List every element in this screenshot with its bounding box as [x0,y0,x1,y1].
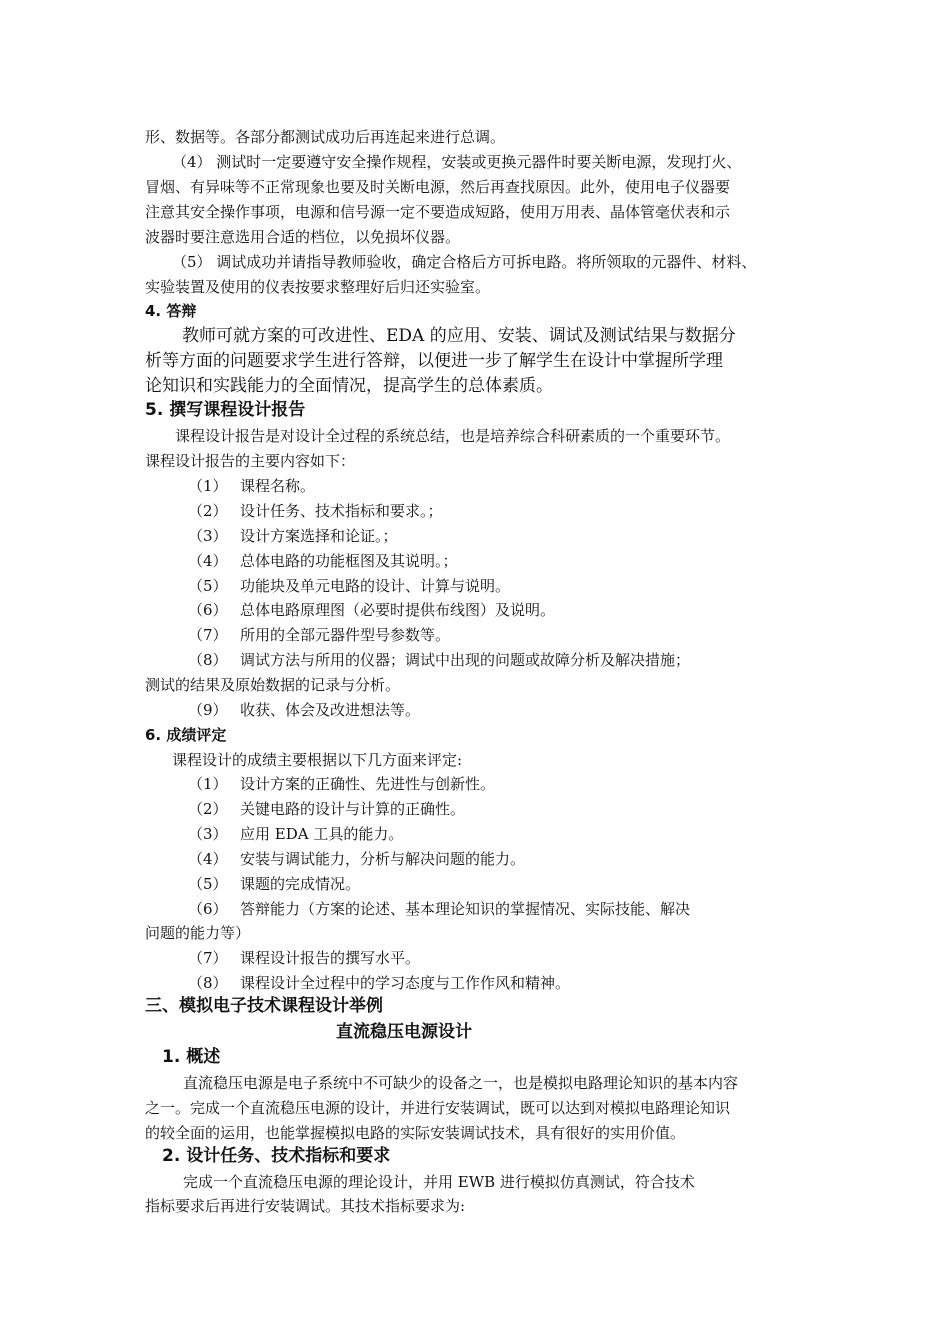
text-line: 注意其安全操作事项，电源和信号源一定不要造成短路，使用万用表、晶体管毫伏表和示 [145,203,731,221]
list-item: （8） 课程设计全过程中的学习态度与工作作风和精神。 [188,974,571,992]
paragraph-line: 直流稳压电源是电子系统中不可缺少的设备之一，也是模拟电路理论知识的基本内容 [183,1074,739,1092]
list-item: （6） 总体电路原理图（必要时提供布线图）及说明。 [188,601,556,619]
paragraph-line: 的较全面的运用，也能掌握模拟电路的实际安装调试技术，具有很好的实用价值。 [145,1124,686,1142]
paragraph-line: 论知识和实践能力的全面情况，提高学生的总体素质。 [145,376,553,396]
paragraph-line: 之一。完成一个直流稳压电源的设计，并进行安装调试，既可以达到对模拟电路理论知识 [145,1099,731,1117]
section-heading: 5. 撰写课程设计报告 [145,400,306,420]
list-item: （2） 关键电路的设计与计算的正确性。 [188,800,466,818]
text-line: 课程设计报告的主要内容如下： [145,452,356,470]
text-line: 冒烟、有异味等不正常现象也要及时关断电源，然后再查找原因。此外，使用电子仪器要 [145,178,731,196]
paragraph-line: 教师可就方案的可改进性、EDA 的应用、安装、调试及测试结果与数据分 [182,326,736,346]
list-item: （7） 所用的全部元器件型号参数等。 [188,626,451,644]
text-line: 波器时要注意选用合适的档位，以免损坏仪器。 [145,228,461,246]
list-item: （3） 设计方案选择和论证。； [188,527,398,545]
text-line: （5） 调试成功并请指导教师验收，确定合格后方可拆电路。将所领取的元器件、材料、 [172,253,757,271]
list-item: （5） 功能块及单元电路的设计、计算与说明。 [188,577,511,595]
document-title: 直流稳压电源设计 [336,1022,472,1042]
list-item: （1） 设计方案的正确性、先进性与创新性。 [188,775,496,793]
list-item: （4） 安装与调试能力，分析与解决问题的能力。 [188,850,526,868]
text-line: 课程设计的成绩主要根据以下几方面来评定: [172,751,463,769]
section-heading: 6. 成绩评定 [145,726,227,744]
list-item: （9） 收获、体会及改进想法等。 [188,701,421,719]
list-item: （1） 课程名称。 [188,477,316,495]
list-item: （3） 应用 EDA 工具的能力。 [188,825,404,843]
list-item: （2） 设计任务、技术指标和要求。； [188,502,443,520]
list-item: （8） 调试方法与所用的仪器；调试中出现的问题或故障分析及解决措施； [188,651,691,669]
list-item: （4） 总体电路的功能框图及其说明。； [188,552,458,570]
list-item: （5） 课题的完成情况。 [188,875,361,893]
text-line: （4） 测试时一定要遵守安全操作规程，安装或更换元器件时要关断电源，发现打火、 [172,153,742,171]
chapter-heading: 三、模拟电子技术课程设计举例 [145,996,383,1016]
paragraph-line: 指标要求后再进行安装调试。其技术指标要求为: [145,1197,466,1215]
list-item-continuation: 问题的能力等） [145,924,251,942]
subsection-heading: 1. 概述 [162,1047,221,1067]
subsection-heading: 2. 设计任务、技术指标和要求 [162,1146,391,1166]
text-line: 形、数据等。各部分都测试成功后再连起来进行总调。 [145,128,506,146]
list-item: （7） 课程设计报告的撰写水平。 [188,949,421,967]
section-heading: 4. 答辩 [145,302,197,320]
list-item-continuation: 测试的结果及原始数据的记录与分析。 [145,676,401,694]
list-item: （6） 答辩能力（方案的论述、基本理论知识的掌握情况、实际技能、解决 [188,900,691,918]
paragraph-line: 析等方面的问题要求学生进行答辩，以便进一步了解学生在设计中掌握所学理 [145,351,723,371]
paragraph-line: 完成一个直流稳压电源的理论设计，并用 EWB 进行模拟仿真测试，符合技术 [183,1173,695,1191]
text-line: 实验装置及使用的仪表按要求整理好后归还实验室。 [145,278,491,296]
text-line: 课程设计报告是对设计全过程的系统总结，也是培养综合科研素质的一个重要环节。 [175,427,731,445]
